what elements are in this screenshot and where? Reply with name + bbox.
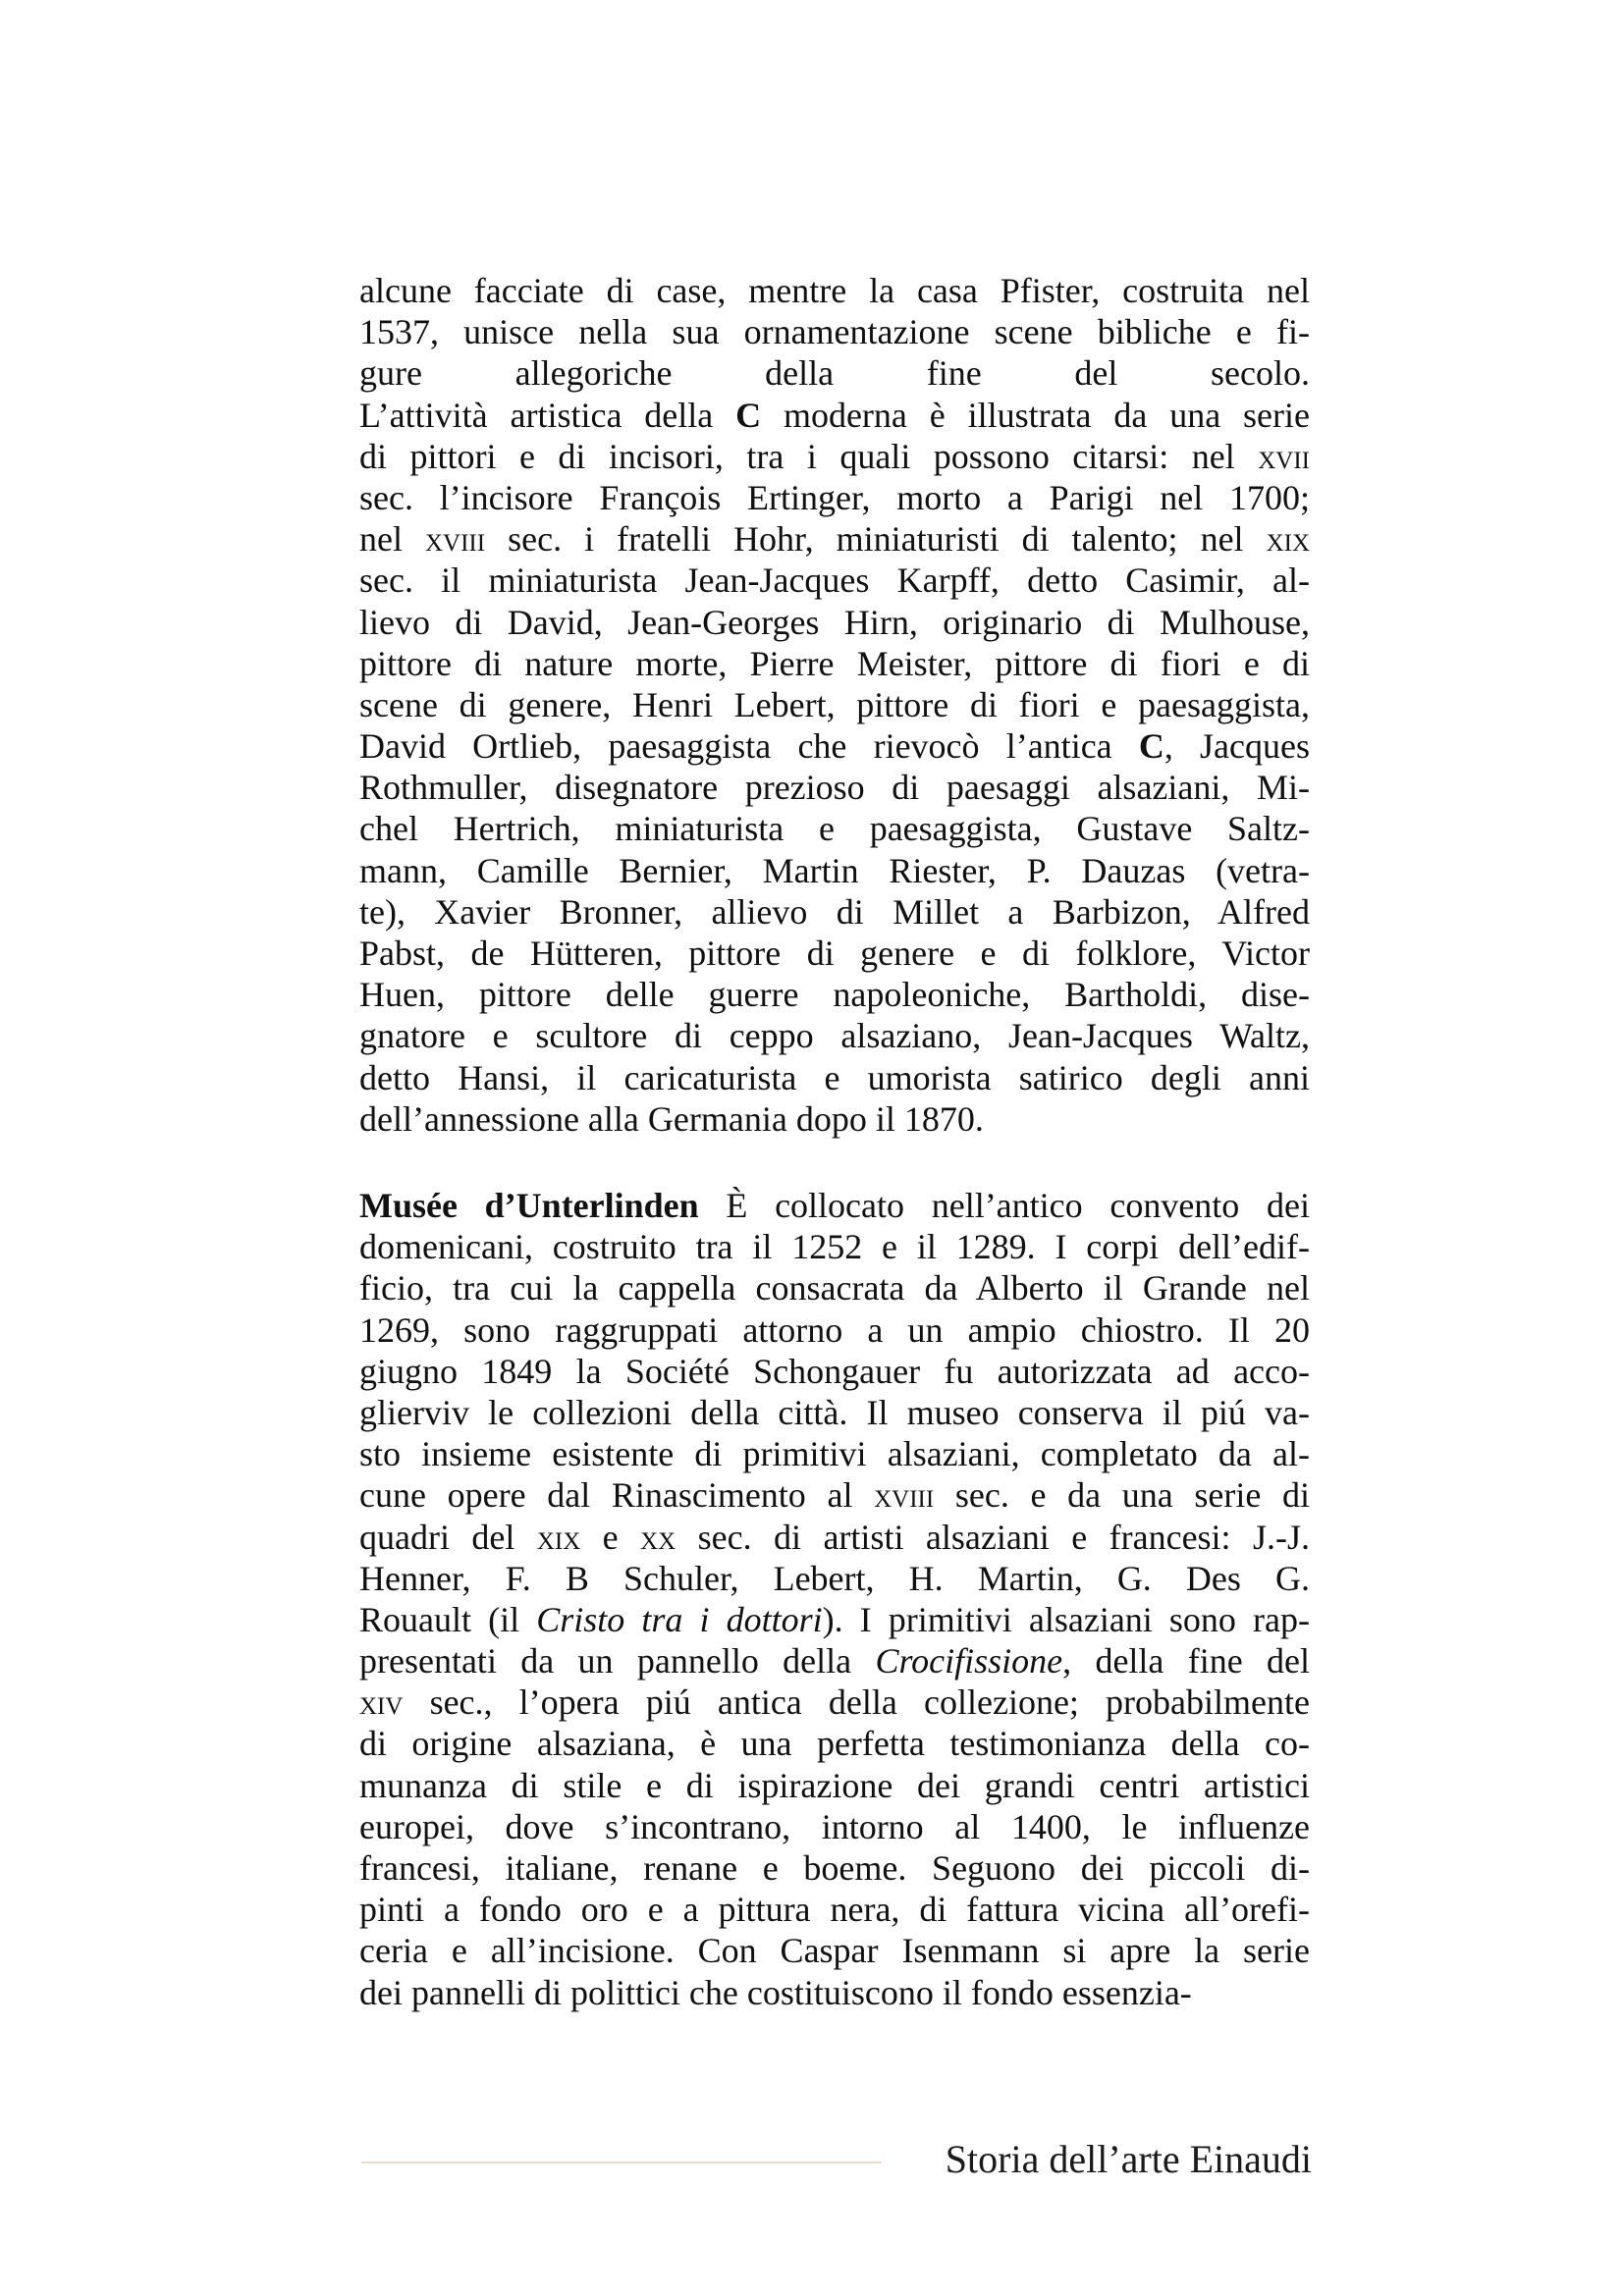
text-line: giugno 1849 la Société Schongauer fu autorizzata ad acco- bbox=[359, 1351, 1310, 1391]
text-line: sec. l’incisore François Ertinger, morto a Parigi nel 1700; bbox=[359, 477, 1310, 517]
text-line: detto Hansi, il caricaturista e umorista satirico degli anni bbox=[359, 1057, 1310, 1097]
text-line: pinti a fondo oro e a pittura nera, di fattura vicina all’orefi- bbox=[359, 1890, 1310, 1930]
text-line: glierviv le collezioni della città. Il museo conserva il piú va- bbox=[359, 1392, 1310, 1432]
paragraph-artists bbox=[359, 270, 1310, 1140]
bold-run: C bbox=[1138, 726, 1164, 767]
text-line: 1537, unisce nella sua ornamentazione scene bibliche e fi- bbox=[359, 312, 1310, 352]
text-line: Rouault (il Cristo tra i dottori). I primitivi alsaziani sono rap- bbox=[359, 1599, 1310, 1639]
text-line: gnatore e scultore di ceppo alsaziano, Jean-Jacques Waltz, bbox=[359, 1016, 1310, 1056]
text-line: chel Hertrich, miniaturista e paesaggista, Gustave Saltz- bbox=[359, 809, 1310, 849]
text-line: te), Xavier Bronner, allievo di Millet a Barbizon, Alfred bbox=[359, 891, 1310, 932]
small-caps-run: xix bbox=[1266, 519, 1310, 560]
text-line: di origine alsaziana, è una perfetta testimonianza della co- bbox=[359, 1724, 1310, 1764]
text-line: presentati da un pannello della Crocifissione, della fine del bbox=[359, 1641, 1310, 1682]
italic-run: Crocifissione bbox=[875, 1641, 1063, 1682]
bold-run: C bbox=[735, 395, 762, 435]
text-line: Henner, F. B Schuler, Lebert, H. Martin, G. Des G. bbox=[359, 1558, 1310, 1598]
text-line: di pittori e di incisori, tra i quali possono citarsi: nel xvii bbox=[359, 436, 1310, 476]
text-line: sec. il miniaturista Jean-Jacques Karpff, detto Casimir, al- bbox=[359, 561, 1310, 601]
text-line: dell’annessione alla Germania dopo il 1870. bbox=[359, 1098, 984, 1139]
text-line: dei pannelli di polittici che costituiscono il fondo essenzia- bbox=[359, 1972, 1192, 2012]
text-line: Musée d’Unterlinden È collocato nell’antico convento dei bbox=[359, 1186, 1310, 1225]
text-line: quadri del xix e xx sec. di artisti alsaziani e francesi: J.-J. bbox=[359, 1517, 1311, 1557]
text-line: sto insieme esistente di primitivi alsaziani, completato da al- bbox=[359, 1434, 1310, 1474]
text-line: munanza di stile e di ispirazione dei grandi centri artistici bbox=[359, 1765, 1310, 1805]
text-line: Huen, pittore delle guerre napoleoniche, Bartholdi, dise- bbox=[359, 975, 1310, 1015]
text-line: cune opere dal Rinascimento al xviii sec. e da una serie di bbox=[359, 1475, 1310, 1516]
small-caps-run: xiv bbox=[359, 1682, 404, 1723]
text-line: nel xviii sec. i fratelli Hohr, miniaturisti di talento; nel xix bbox=[359, 519, 1310, 560]
italic-run: Cristo tra i dottori bbox=[536, 1599, 823, 1639]
text-line: europei, dove s’incontrano, intorno al 1400, le influenze bbox=[359, 1806, 1310, 1846]
text-line: domenicani, costruito tra il 1252 e il 1289. I corpi dell’edif- bbox=[359, 1227, 1310, 1267]
small-caps-run: xvii bbox=[1258, 436, 1310, 476]
text-line: Rothmuller, disegnatore prezioso di paesaggi alsaziani, Mi- bbox=[359, 768, 1310, 808]
text-line: ceria e all’incisione. Con Caspar Isenmann si apre la serie bbox=[359, 1931, 1310, 1971]
text-line: francesi, italiane, renane e boeme. Seguono dei piccoli di- bbox=[359, 1848, 1310, 1888]
text-line: scene di genere, Henri Lebert, pittore di fiori e paesaggista, bbox=[359, 684, 1310, 724]
small-caps-run: xix bbox=[536, 1517, 581, 1557]
text-line: mann, Camille Bernier, Martin Riester, P. Dauzas (vetra- bbox=[359, 850, 1310, 890]
text-line: pittore di nature morte, Pierre Meister, pittore di fiori e di bbox=[359, 643, 1310, 683]
text-line: Pabst, de Hütteren, pittore di genere e di folklore, Victor bbox=[359, 934, 1310, 973]
text-line: lievo di David, Jean-Georges Hirn, originario di Mulhouse, bbox=[359, 602, 1310, 642]
text-line: ficio, tra cui la cappella consacrata da Alberto il Grande nel bbox=[359, 1268, 1310, 1308]
text-line: gure allegoriche della fine del secolo. bbox=[359, 353, 1310, 394]
bold-run: Musée d’Unterlinden bbox=[359, 1186, 699, 1225]
text-line: alcune facciate di case, mentre la casa Pfister, costruita nel bbox=[359, 271, 1310, 310]
small-caps-run: xviii bbox=[425, 519, 486, 560]
text-line: 1269, sono raggruppati attorno a un ampio chiostro. Il 20 bbox=[359, 1309, 1310, 1350]
text-line: xiv sec., l’opera piú antica della collezione; probabilmente bbox=[359, 1682, 1310, 1723]
footer-rule bbox=[361, 2162, 882, 2163]
footer-title: Storia dell’arte Einaudi bbox=[945, 2137, 1312, 2181]
small-caps-run: xviii bbox=[874, 1475, 935, 1516]
text-line: David Ortlieb, paesaggista che rievocò l’antica C, Jacques bbox=[359, 726, 1310, 767]
paragraph-musee-unterlinden bbox=[359, 1185, 1310, 2013]
text-line: L’attività artistica della C moderna è illustrata da una serie bbox=[359, 395, 1310, 435]
small-caps-run: xx bbox=[640, 1517, 676, 1557]
